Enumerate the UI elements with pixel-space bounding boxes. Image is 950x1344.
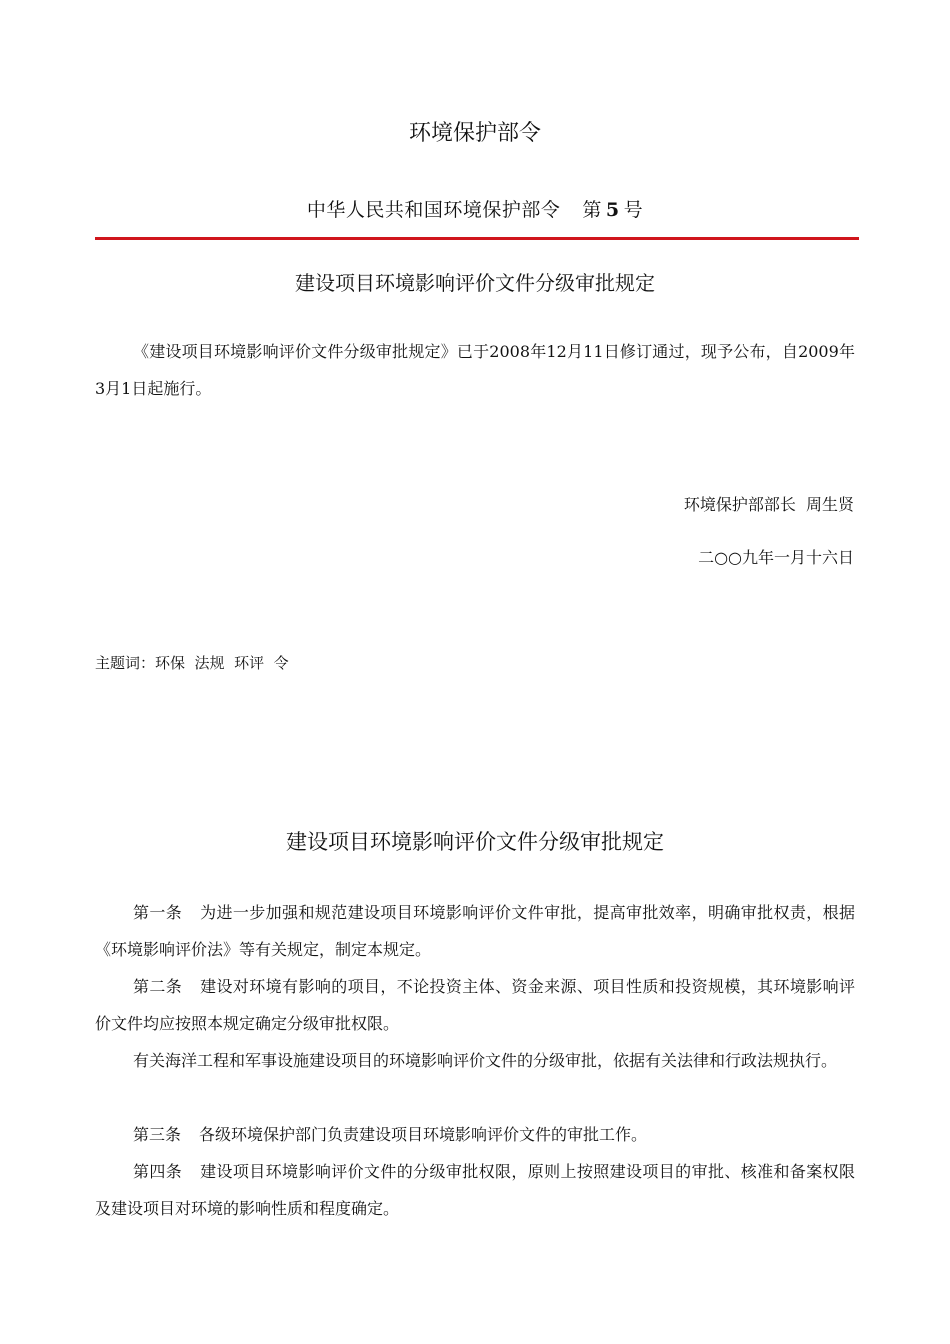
article-label: 第三条: [133, 1125, 182, 1144]
article-1: [95, 894, 855, 968]
article-2-continuation: [95, 1042, 855, 1079]
article-4: [95, 1153, 855, 1227]
decree-number: 5: [605, 199, 620, 221]
regulation-title: 建设项目环境影响评价文件分级审批规定: [295, 271, 655, 295]
article-text: 建设对环境有影响的项目，不论投资主体、资金来源、项目性质和投资规模，其环境影响评价文件均应按照本规定确定分级审批权限。: [95, 977, 855, 1033]
body-title: 建设项目环境影响评价文件分级审批规定: [286, 830, 664, 854]
article-3: [95, 1116, 855, 1153]
signer-line: 环境保护部部长 周生贤: [683, 495, 854, 514]
article-text: 各级环境保护部门负责建设项目环境影响评价文件的审批工作。: [199, 1125, 648, 1144]
signature-date: 二○○九年一月十六日: [698, 548, 854, 567]
article-label: 第一条: [133, 903, 183, 922]
article-text: 有关海洋工程和军事设施建设项目的环境影响评价文件的分级审批，依据有关法律和行政法规执行。: [133, 1051, 838, 1070]
article-label: 第二条: [133, 977, 183, 996]
decree-org: 中华人民共和国环境保护部令: [306, 199, 561, 221]
article-2: [95, 968, 855, 1042]
article-text: 为进一步加强和规范建设项目环境影响评价文件审批，提高审批效率，明确审批权责，根据《环境影响评价法》等有关规定，制定本规定。: [95, 903, 855, 959]
article-label: 第四条: [133, 1162, 183, 1181]
intro-paragraph: 《建设项目环境影响评价文件分级审批规定》已于2008年12月11日修订通过，现予公布，自2009年3月1日起施行。: [95, 342, 855, 398]
keywords-line: 主题词：环保 法规 环评 令: [95, 654, 289, 672]
article-text: 建设项目环境影响评价文件的分级审批权限，原则上按照建设项目的审批、核准和备案权限及建设项目对环境的影响性质和程度确定。: [95, 1162, 855, 1218]
document-title: 环境保护部令: [408, 121, 541, 146]
decree-suffix: 号: [623, 199, 644, 221]
red-divider-line: [95, 237, 859, 240]
decree-number-line: [0, 195, 950, 222]
decree-prefix: 第: [582, 199, 602, 221]
